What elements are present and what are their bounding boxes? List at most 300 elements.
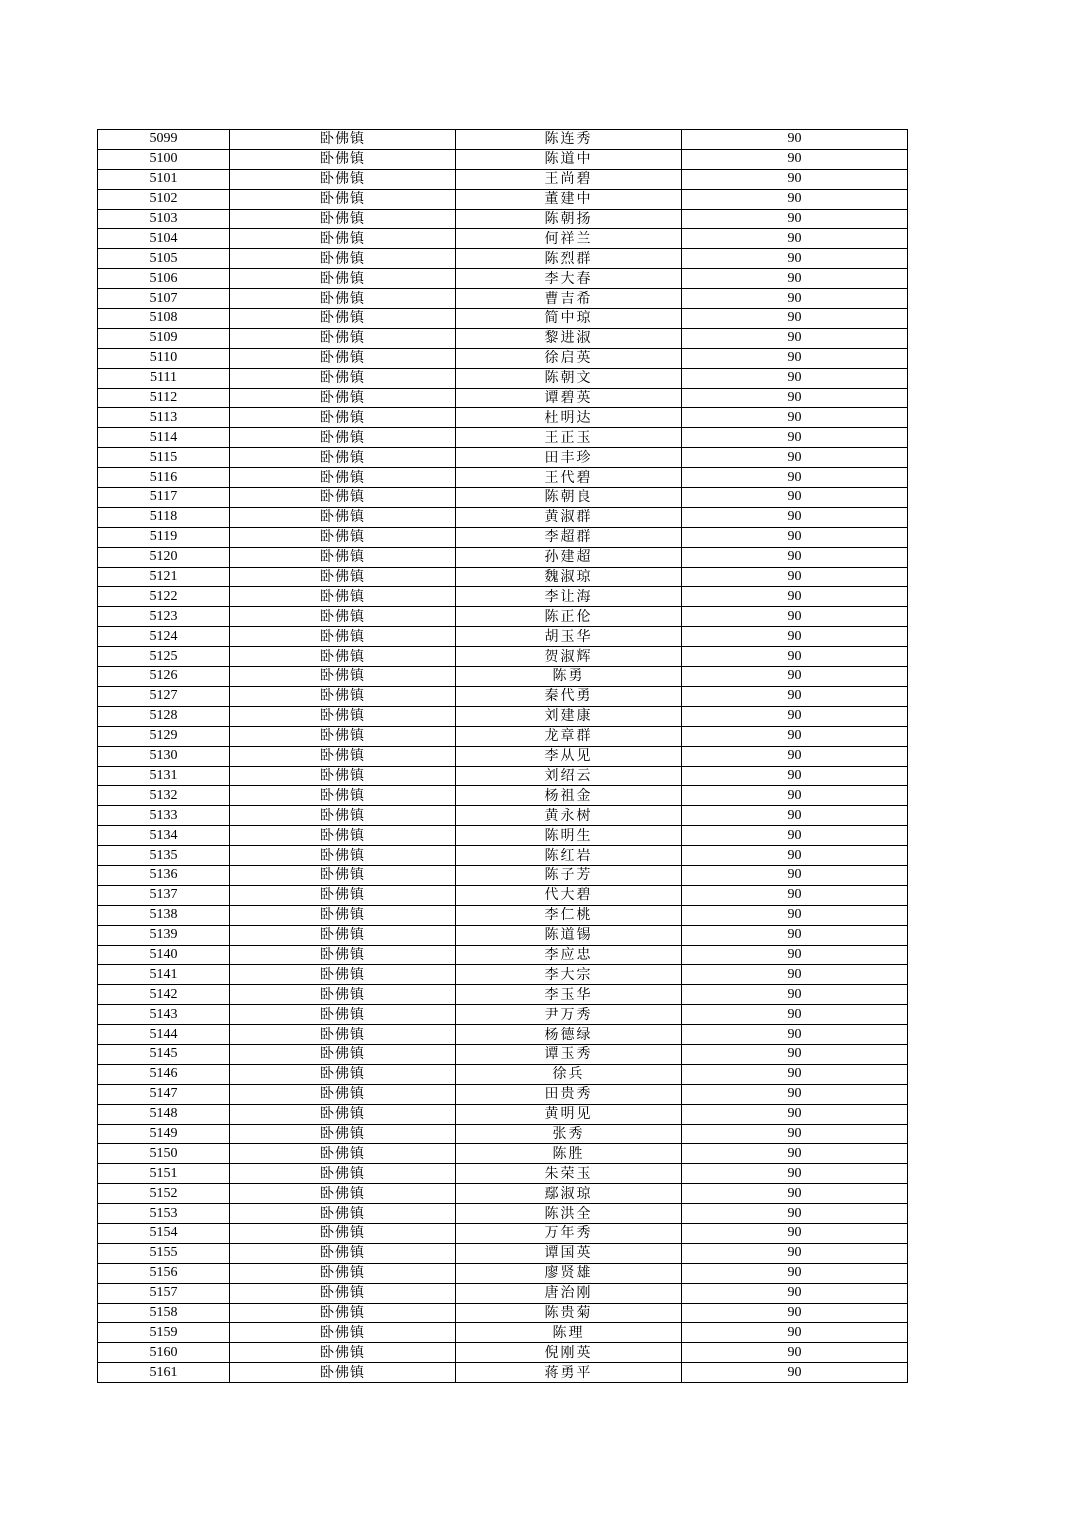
town-cell: 卧佛镇 (230, 627, 456, 647)
table-row (98, 289, 908, 309)
amount-cell: 90 (682, 309, 908, 329)
table-row (98, 1164, 908, 1184)
table-row (98, 965, 908, 985)
row-number-cell: 5126 (98, 667, 230, 687)
row-number-cell: 5160 (98, 1343, 230, 1363)
amount-cell: 90 (682, 786, 908, 806)
amount-cell: 90 (682, 667, 908, 687)
table-row (98, 309, 908, 329)
row-number-cell: 5111 (98, 368, 230, 388)
town-cell: 卧佛镇 (230, 985, 456, 1005)
amount-cell: 90 (682, 925, 908, 945)
town-cell: 卧佛镇 (230, 1223, 456, 1243)
row-number-cell: 5142 (98, 985, 230, 1005)
amount-cell: 90 (682, 1363, 908, 1383)
person-name-cell: 陈朝扬 (456, 209, 682, 229)
table-row (98, 1044, 908, 1064)
person-name-cell: 陈烈群 (456, 249, 682, 269)
person-name-cell: 廖贤雄 (456, 1263, 682, 1283)
amount-cell: 90 (682, 408, 908, 428)
amount-cell: 90 (682, 169, 908, 189)
amount-cell: 90 (682, 846, 908, 866)
person-name-cell: 刘绍云 (456, 766, 682, 786)
person-name-cell: 陈理 (456, 1323, 682, 1343)
person-name-cell: 李玉华 (456, 985, 682, 1005)
person-name-cell: 杨德绿 (456, 1025, 682, 1045)
row-number-cell: 5105 (98, 249, 230, 269)
amount-cell: 90 (682, 1303, 908, 1323)
row-number-cell: 5130 (98, 746, 230, 766)
person-name-cell: 何祥兰 (456, 229, 682, 249)
town-cell: 卧佛镇 (230, 289, 456, 309)
person-name-cell: 李让海 (456, 587, 682, 607)
person-name-cell: 陈道锡 (456, 925, 682, 945)
row-number-cell: 5159 (98, 1323, 230, 1343)
row-number-cell: 5104 (98, 229, 230, 249)
town-cell: 卧佛镇 (230, 647, 456, 667)
row-number-cell: 5136 (98, 865, 230, 885)
amount-cell: 90 (682, 130, 908, 150)
row-number-cell: 5139 (98, 925, 230, 945)
person-name-cell: 黄淑群 (456, 507, 682, 527)
amount-cell: 90 (682, 607, 908, 627)
amount-cell: 90 (682, 905, 908, 925)
row-number-cell: 5135 (98, 846, 230, 866)
person-name-cell: 李从见 (456, 746, 682, 766)
table-row (98, 826, 908, 846)
roster-sheet (97, 129, 907, 1383)
town-cell: 卧佛镇 (230, 1283, 456, 1303)
row-number-cell: 5150 (98, 1144, 230, 1164)
row-number-cell: 5128 (98, 706, 230, 726)
row-number-cell: 5127 (98, 686, 230, 706)
town-cell: 卧佛镇 (230, 1084, 456, 1104)
table-row (98, 209, 908, 229)
town-cell: 卧佛镇 (230, 1263, 456, 1283)
table-row (98, 567, 908, 587)
person-name-cell: 陈胜 (456, 1144, 682, 1164)
row-number-cell: 5101 (98, 169, 230, 189)
amount-cell: 90 (682, 885, 908, 905)
row-number-cell: 5102 (98, 189, 230, 209)
row-number-cell: 5146 (98, 1064, 230, 1084)
town-cell: 卧佛镇 (230, 746, 456, 766)
row-number-cell: 5107 (98, 289, 230, 309)
row-number-cell: 5119 (98, 527, 230, 547)
row-number-cell: 5125 (98, 647, 230, 667)
person-name-cell: 谭国英 (456, 1243, 682, 1263)
row-number-cell: 5131 (98, 766, 230, 786)
person-name-cell: 陈道中 (456, 149, 682, 169)
town-cell: 卧佛镇 (230, 547, 456, 567)
row-number-cell: 5122 (98, 587, 230, 607)
row-number-cell: 5147 (98, 1084, 230, 1104)
amount-cell: 90 (682, 189, 908, 209)
row-number-cell: 5140 (98, 945, 230, 965)
amount-cell: 90 (682, 249, 908, 269)
row-number-cell: 5103 (98, 209, 230, 229)
table-row (98, 1124, 908, 1144)
amount-cell: 90 (682, 388, 908, 408)
table-row (98, 686, 908, 706)
person-name-cell: 李仁桃 (456, 905, 682, 925)
row-number-cell: 5145 (98, 1044, 230, 1064)
town-cell: 卧佛镇 (230, 209, 456, 229)
table-row (98, 1025, 908, 1045)
town-cell: 卧佛镇 (230, 706, 456, 726)
person-name-cell: 简中琼 (456, 309, 682, 329)
town-cell: 卧佛镇 (230, 348, 456, 368)
row-number-cell: 5152 (98, 1184, 230, 1204)
town-cell: 卧佛镇 (230, 1124, 456, 1144)
town-cell: 卧佛镇 (230, 1044, 456, 1064)
table-row (98, 1104, 908, 1124)
amount-cell: 90 (682, 1204, 908, 1224)
person-name-cell: 陈子芳 (456, 865, 682, 885)
row-number-cell: 5143 (98, 1005, 230, 1025)
town-cell: 卧佛镇 (230, 1064, 456, 1084)
amount-cell: 90 (682, 1164, 908, 1184)
town-cell: 卧佛镇 (230, 1025, 456, 1045)
table-row (98, 149, 908, 169)
person-name-cell: 魏淑琼 (456, 567, 682, 587)
amount-cell: 90 (682, 488, 908, 508)
amount-cell: 90 (682, 1044, 908, 1064)
amount-cell: 90 (682, 229, 908, 249)
amount-cell: 90 (682, 746, 908, 766)
person-name-cell: 代大碧 (456, 885, 682, 905)
table-row (98, 507, 908, 527)
row-number-cell: 5110 (98, 348, 230, 368)
table-row (98, 1223, 908, 1243)
table-row (98, 169, 908, 189)
table-row (98, 766, 908, 786)
town-cell: 卧佛镇 (230, 965, 456, 985)
row-number-cell: 5149 (98, 1124, 230, 1144)
amount-cell: 90 (682, 547, 908, 567)
row-number-cell: 5158 (98, 1303, 230, 1323)
row-number-cell: 5134 (98, 826, 230, 846)
table-row (98, 249, 908, 269)
table-row (98, 428, 908, 448)
person-name-cell: 陈红岩 (456, 846, 682, 866)
amount-cell: 90 (682, 1323, 908, 1343)
person-name-cell: 龙章群 (456, 726, 682, 746)
amount-cell: 90 (682, 1283, 908, 1303)
person-name-cell: 孙建超 (456, 547, 682, 567)
town-cell: 卧佛镇 (230, 309, 456, 329)
row-number-cell: 5123 (98, 607, 230, 627)
town-cell: 卧佛镇 (230, 587, 456, 607)
town-cell: 卧佛镇 (230, 448, 456, 468)
row-number-cell: 5129 (98, 726, 230, 746)
person-name-cell: 杜明达 (456, 408, 682, 428)
person-name-cell: 陈贵菊 (456, 1303, 682, 1323)
table-row (98, 408, 908, 428)
table-row (98, 1303, 908, 1323)
table-row (98, 547, 908, 567)
amount-cell: 90 (682, 1084, 908, 1104)
roster-table (97, 129, 908, 1383)
amount-cell: 90 (682, 826, 908, 846)
person-name-cell: 谭碧英 (456, 388, 682, 408)
row-number-cell: 5144 (98, 1025, 230, 1045)
amount-cell: 90 (682, 766, 908, 786)
town-cell: 卧佛镇 (230, 846, 456, 866)
row-number-cell: 5116 (98, 468, 230, 488)
person-name-cell: 王代碧 (456, 468, 682, 488)
person-name-cell: 陈正伦 (456, 607, 682, 627)
table-row (98, 667, 908, 687)
person-name-cell: 陈朝良 (456, 488, 682, 508)
town-cell: 卧佛镇 (230, 408, 456, 428)
table-row (98, 130, 908, 150)
amount-cell: 90 (682, 527, 908, 547)
row-number-cell: 5141 (98, 965, 230, 985)
town-cell: 卧佛镇 (230, 488, 456, 508)
town-cell: 卧佛镇 (230, 766, 456, 786)
amount-cell: 90 (682, 328, 908, 348)
roster-table-body (98, 130, 908, 1383)
amount-cell: 90 (682, 348, 908, 368)
table-row (98, 985, 908, 1005)
town-cell: 卧佛镇 (230, 249, 456, 269)
amount-cell: 90 (682, 507, 908, 527)
row-number-cell: 5151 (98, 1164, 230, 1184)
amount-cell: 90 (682, 985, 908, 1005)
table-row (98, 865, 908, 885)
row-number-cell: 5155 (98, 1243, 230, 1263)
town-cell: 卧佛镇 (230, 149, 456, 169)
row-number-cell: 5132 (98, 786, 230, 806)
table-row (98, 806, 908, 826)
table-row (98, 1363, 908, 1383)
amount-cell: 90 (682, 1005, 908, 1025)
amount-cell: 90 (682, 1064, 908, 1084)
row-number-cell: 5138 (98, 905, 230, 925)
town-cell: 卧佛镇 (230, 328, 456, 348)
amount-cell: 90 (682, 945, 908, 965)
amount-cell: 90 (682, 865, 908, 885)
person-name-cell: 杨祖金 (456, 786, 682, 806)
amount-cell: 90 (682, 1124, 908, 1144)
amount-cell: 90 (682, 686, 908, 706)
row-number-cell: 5148 (98, 1104, 230, 1124)
table-row (98, 647, 908, 667)
table-row (98, 1005, 908, 1025)
amount-cell: 90 (682, 627, 908, 647)
town-cell: 卧佛镇 (230, 1323, 456, 1343)
row-number-cell: 5112 (98, 388, 230, 408)
row-number-cell: 5153 (98, 1204, 230, 1224)
table-row (98, 885, 908, 905)
row-number-cell: 5099 (98, 130, 230, 150)
table-row (98, 846, 908, 866)
table-row (98, 746, 908, 766)
table-row (98, 1064, 908, 1084)
table-row (98, 1084, 908, 1104)
town-cell: 卧佛镇 (230, 130, 456, 150)
person-name-cell: 陈连秀 (456, 130, 682, 150)
row-number-cell: 5161 (98, 1363, 230, 1383)
table-row (98, 925, 908, 945)
amount-cell: 90 (682, 726, 908, 746)
row-number-cell: 5120 (98, 547, 230, 567)
person-name-cell: 鄢淑琼 (456, 1184, 682, 1204)
amount-cell: 90 (682, 706, 908, 726)
person-name-cell: 陈洪全 (456, 1204, 682, 1224)
row-number-cell: 5157 (98, 1283, 230, 1303)
row-number-cell: 5156 (98, 1263, 230, 1283)
person-name-cell: 曹吉希 (456, 289, 682, 309)
person-name-cell: 田贵秀 (456, 1084, 682, 1104)
row-number-cell: 5154 (98, 1223, 230, 1243)
town-cell: 卧佛镇 (230, 169, 456, 189)
person-name-cell: 尹万秀 (456, 1005, 682, 1025)
table-row (98, 905, 908, 925)
amount-cell: 90 (682, 209, 908, 229)
amount-cell: 90 (682, 428, 908, 448)
person-name-cell: 徐兵 (456, 1064, 682, 1084)
town-cell: 卧佛镇 (230, 726, 456, 746)
town-cell: 卧佛镇 (230, 905, 456, 925)
table-row (98, 627, 908, 647)
table-row (98, 189, 908, 209)
row-number-cell: 5133 (98, 806, 230, 826)
town-cell: 卧佛镇 (230, 945, 456, 965)
amount-cell: 90 (682, 1243, 908, 1263)
town-cell: 卧佛镇 (230, 468, 456, 488)
table-row (98, 269, 908, 289)
amount-cell: 90 (682, 269, 908, 289)
table-row (98, 1283, 908, 1303)
amount-cell: 90 (682, 289, 908, 309)
table-row (98, 1243, 908, 1263)
person-name-cell: 陈勇 (456, 667, 682, 687)
person-name-cell: 李应忠 (456, 945, 682, 965)
town-cell: 卧佛镇 (230, 865, 456, 885)
table-row (98, 1144, 908, 1164)
town-cell: 卧佛镇 (230, 1184, 456, 1204)
table-row (98, 328, 908, 348)
town-cell: 卧佛镇 (230, 1303, 456, 1323)
row-number-cell: 5137 (98, 885, 230, 905)
person-name-cell: 朱荣玉 (456, 1164, 682, 1184)
table-row (98, 1184, 908, 1204)
town-cell: 卧佛镇 (230, 527, 456, 547)
table-row (98, 348, 908, 368)
town-cell: 卧佛镇 (230, 388, 456, 408)
person-name-cell: 唐治刚 (456, 1283, 682, 1303)
person-name-cell: 李大春 (456, 269, 682, 289)
town-cell: 卧佛镇 (230, 229, 456, 249)
person-name-cell: 黎进淑 (456, 328, 682, 348)
person-name-cell: 胡玉华 (456, 627, 682, 647)
table-row (98, 1204, 908, 1224)
town-cell: 卧佛镇 (230, 1164, 456, 1184)
table-row (98, 607, 908, 627)
town-cell: 卧佛镇 (230, 806, 456, 826)
person-name-cell: 秦代勇 (456, 686, 682, 706)
town-cell: 卧佛镇 (230, 189, 456, 209)
town-cell: 卧佛镇 (230, 428, 456, 448)
row-number-cell: 5114 (98, 428, 230, 448)
table-row (98, 388, 908, 408)
town-cell: 卧佛镇 (230, 1005, 456, 1025)
person-name-cell: 王尚碧 (456, 169, 682, 189)
town-cell: 卧佛镇 (230, 607, 456, 627)
person-name-cell: 徐启英 (456, 348, 682, 368)
table-row (98, 527, 908, 547)
person-name-cell: 谭玉秀 (456, 1044, 682, 1064)
table-row (98, 468, 908, 488)
amount-cell: 90 (682, 587, 908, 607)
row-number-cell: 5113 (98, 408, 230, 428)
amount-cell: 90 (682, 1144, 908, 1164)
town-cell: 卧佛镇 (230, 667, 456, 687)
amount-cell: 90 (682, 1223, 908, 1243)
amount-cell: 90 (682, 368, 908, 388)
town-cell: 卧佛镇 (230, 686, 456, 706)
row-number-cell: 5118 (98, 507, 230, 527)
person-name-cell: 贺淑辉 (456, 647, 682, 667)
table-row (98, 368, 908, 388)
amount-cell: 90 (682, 1184, 908, 1204)
person-name-cell: 陈明生 (456, 826, 682, 846)
table-row (98, 726, 908, 746)
person-name-cell: 李超群 (456, 527, 682, 547)
town-cell: 卧佛镇 (230, 368, 456, 388)
table-row (98, 706, 908, 726)
row-number-cell: 5117 (98, 488, 230, 508)
amount-cell: 90 (682, 1263, 908, 1283)
row-number-cell: 5124 (98, 627, 230, 647)
town-cell: 卧佛镇 (230, 925, 456, 945)
person-name-cell: 蒋勇平 (456, 1363, 682, 1383)
person-name-cell: 倪刚英 (456, 1343, 682, 1363)
person-name-cell: 田丰珍 (456, 448, 682, 468)
town-cell: 卧佛镇 (230, 1104, 456, 1124)
row-number-cell: 5106 (98, 269, 230, 289)
amount-cell: 90 (682, 468, 908, 488)
table-row (98, 786, 908, 806)
person-name-cell: 陈朝文 (456, 368, 682, 388)
amount-cell: 90 (682, 806, 908, 826)
person-name-cell: 张秀 (456, 1124, 682, 1144)
person-name-cell: 刘建康 (456, 706, 682, 726)
town-cell: 卧佛镇 (230, 507, 456, 527)
town-cell: 卧佛镇 (230, 885, 456, 905)
table-row (98, 1263, 908, 1283)
town-cell: 卧佛镇 (230, 567, 456, 587)
person-name-cell: 董建中 (456, 189, 682, 209)
person-name-cell: 黄永树 (456, 806, 682, 826)
amount-cell: 90 (682, 149, 908, 169)
town-cell: 卧佛镇 (230, 826, 456, 846)
table-row (98, 488, 908, 508)
row-number-cell: 5100 (98, 149, 230, 169)
town-cell: 卧佛镇 (230, 1363, 456, 1383)
town-cell: 卧佛镇 (230, 786, 456, 806)
person-name-cell: 黄明见 (456, 1104, 682, 1124)
table-row (98, 229, 908, 249)
table-row (98, 1343, 908, 1363)
person-name-cell: 李大宗 (456, 965, 682, 985)
town-cell: 卧佛镇 (230, 1343, 456, 1363)
amount-cell: 90 (682, 567, 908, 587)
amount-cell: 90 (682, 448, 908, 468)
table-row (98, 945, 908, 965)
